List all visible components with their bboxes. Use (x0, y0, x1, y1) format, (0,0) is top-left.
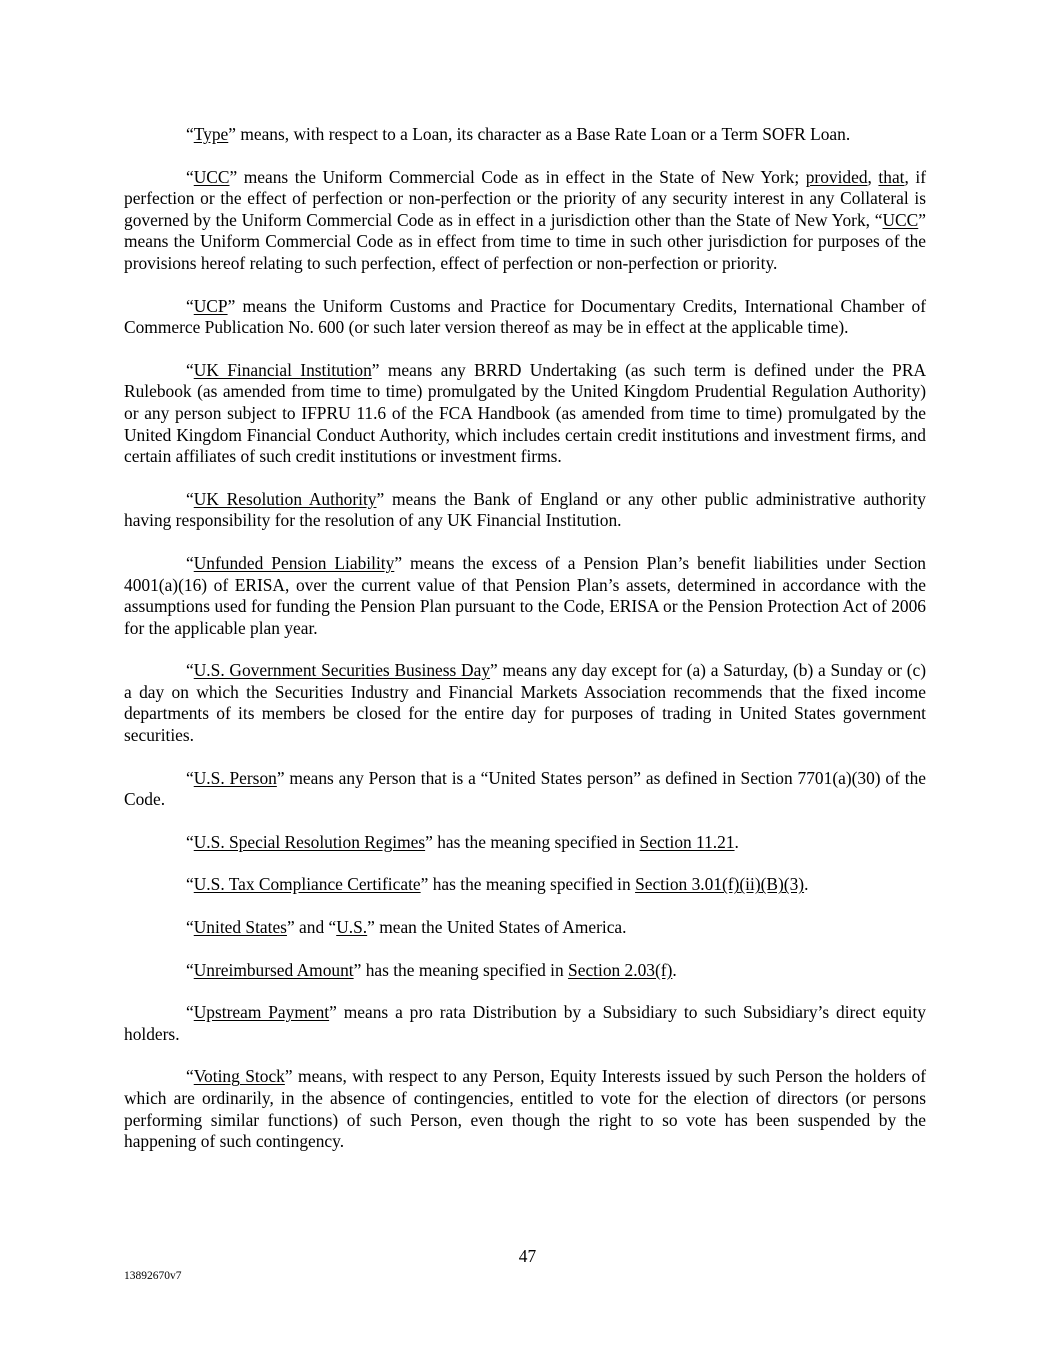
definition-text: ” mean the United States of America. (367, 917, 627, 938)
definition-text: “ (186, 166, 194, 187)
underlined-term: UCP (193, 295, 228, 316)
definition-text: “ (186, 660, 194, 681)
definition-text: “ (186, 124, 194, 144)
underlined-term: UCC (882, 209, 919, 230)
definition-text: . (804, 874, 809, 895)
underlined-term: Voting Stock (193, 1066, 285, 1087)
definition-paragraph (124, 1002, 926, 1045)
definition-text: ” means any BRRD Undertaking (as such term is defined under the PRA Rulebook (as amended from time to time) promulgated by the United Kingdom Prudential Regulation Authority) or any person subject to IFPRU 11.6 of the FCA Handbook (as amended from time to time) promulgated by the United Kingdom Financial Conduct Authority, which includes certain credit institutions and investment firms, and certain affiliates of such credit institutions or investment firms. (124, 359, 927, 467)
definition-text: ” means the excess of a Pension Plan’s benefit liabilities under Section 4001(a)(16) of ERISA, over the current value of that Pension Plan’s assets, determined in accordance with the assumptions used for funding the Pension Plan pursuant to the Code, ERISA or the Pension Protection Act of 2006 for the applicable plan year. (124, 552, 926, 638)
definition-paragraph (124, 360, 926, 468)
definition-paragraph (124, 660, 926, 746)
definition-text: “ (186, 1066, 194, 1087)
definition-paragraph (124, 832, 926, 854)
definition-text: ” means a pro rata Distribution by a Subsidiary to such Subsidiary’s direct equity holders. (124, 1002, 926, 1044)
definition-text: “ (186, 831, 194, 852)
definition-text: “ (186, 295, 194, 316)
underlined-term: U.S. Government Securities Business Day (193, 660, 491, 681)
definition-text: ” means, with respect to any Person, Equity Interests issued by such Person the holders of which are ordinarily, in the absence of contingencies, entitled to vote for the election of directors (or persons performing similar functions) of such Person, even though the right to so vote has been suspended by the happening of such contingency. (124, 1066, 926, 1152)
definition-text: “ (186, 874, 194, 895)
underlined-term: Upstream Payment (193, 1002, 330, 1023)
definition-text: ” has the meaning specified in (425, 831, 640, 852)
definition-text: “ (186, 488, 194, 509)
definition-text: “ (186, 359, 194, 380)
definition-text: “ (186, 917, 194, 938)
definition-text: ” and “ (286, 917, 337, 938)
underlined-term: UCC (193, 166, 230, 187)
definition-text: ” means any Person that is a “United States person” as defined in Section 7701(a)(30) of the Code. (124, 767, 926, 810)
underlined-term: U.S. Tax Compliance Certificate (193, 874, 421, 895)
underlined-term: U.S. (336, 917, 368, 938)
definition-paragraph (124, 960, 926, 982)
definition-text: ” means any day except for (a) a Saturday, (b) a Sunday or (c) a day on which the Securities Industry and Financial Markets Association recommends that the fixed income departments of its members be closed for the entire day for purposes of trading in United States government securities. (124, 660, 927, 746)
definition-text: “ (186, 1002, 194, 1023)
definition-text: ” has the meaning specified in (353, 959, 569, 980)
underlined-term: UK Financial Institution (193, 359, 372, 380)
document-id: 13892670v7 (124, 1270, 182, 1282)
definition-text: , if perfection or the effect of perfection or non-perfection or the priority of any security interest in any Collateral is governed by the Uniform Commercial Code as in effect in a jurisdiction other than the State of New York, “ (124, 166, 926, 230)
definition-text: . (734, 831, 739, 852)
definition-text: ” means the Uniform Commercial Code as in effect from time to time in such other jurisdiction for purposes of the provisions hereof relating to such perfection, effect of perfection or non-perfection or priority. (124, 209, 926, 273)
definition-paragraph (124, 1066, 926, 1152)
definition-paragraph (124, 124, 926, 146)
underlined-term: Unreimbursed Amount (193, 959, 354, 980)
definition-text: ” means the Bank of England or any other public administrative authority having responsibility for the resolution of any UK Financial Institution. (124, 488, 926, 531)
definition-text: ” has the meaning specified in (420, 874, 636, 895)
underlined-term: Unfunded Pension Liability (193, 552, 395, 573)
underlined-term: U.S. Person (193, 767, 277, 788)
underlined-term: Section 3.01(f)(ii)(B)(3) (635, 874, 805, 895)
definition-paragraph (124, 768, 926, 811)
definition-text: “ (186, 552, 194, 573)
definition-paragraph (124, 917, 926, 939)
definition-text: ” means the Uniform Customs and Practice for Documentary Credits, International Chamber of Commerce Publication No. 600 (or such later version thereof as may be in effect at the applicable time). (124, 295, 926, 338)
underlined-term: Section 11.21 (639, 831, 735, 852)
definition-text: . (672, 959, 677, 980)
underlined-term: Type (193, 124, 229, 144)
underlined-term: Section 2.03(f) (568, 959, 673, 980)
definition-paragraph (124, 553, 926, 639)
definition-paragraph (124, 874, 926, 896)
definition-paragraph (124, 167, 926, 275)
underlined-term: UK Resolution Authority (193, 488, 377, 509)
definition-text: ” means the Uniform Commercial Code as in effect in the State of New York; (229, 166, 806, 187)
definition-text: , (867, 166, 879, 187)
underlined-term: United States (193, 917, 287, 938)
underlined-term: U.S. Special Resolution Regimes (193, 831, 426, 852)
underlined-term: provided (805, 166, 868, 187)
page-number: 47 (518, 1246, 537, 1266)
definition-paragraph (124, 489, 926, 532)
definition-text: ” means, with respect to a Loan, its character as a Base Rate Loan or a Term SOFR Loan. (228, 124, 851, 144)
definition-text: “ (186, 959, 194, 980)
definition-paragraph (124, 296, 926, 339)
definitions-list (124, 124, 926, 1174)
definition-text: “ (186, 767, 194, 788)
underlined-term: that (878, 166, 905, 187)
